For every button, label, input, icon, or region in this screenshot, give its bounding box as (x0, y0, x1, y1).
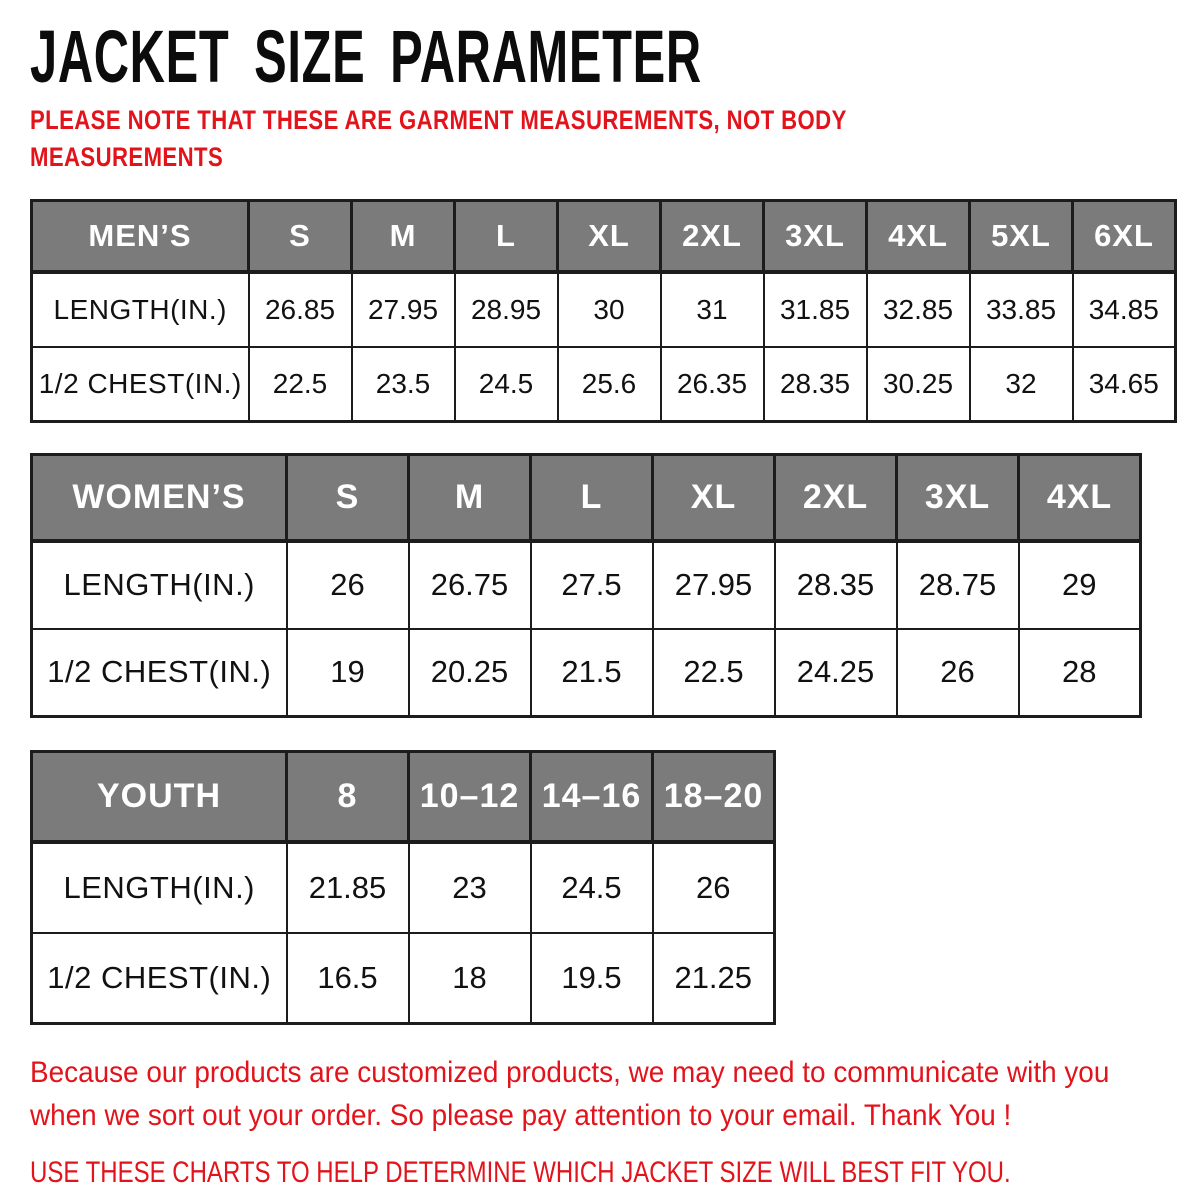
womens-group-header: WOMEN’S (32, 454, 287, 541)
mens-length-value: 33.85 (970, 272, 1073, 347)
youth-size-table (30, 750, 776, 1025)
womens-chest-value: 21.5 (531, 629, 653, 717)
mens-length-value: 34.85 (1073, 272, 1176, 347)
youth-length-value: 26 (653, 842, 775, 933)
womens-length-value: 29 (1019, 541, 1141, 629)
youth-length-value: 23 (409, 842, 531, 933)
youth-size-header: 10–12 (409, 751, 531, 842)
womens-size-table (30, 453, 1142, 718)
mens-size-header: L (455, 200, 558, 272)
mens-chest-value: 22.5 (249, 347, 352, 422)
youth-size-header: 18–20 (653, 751, 775, 842)
mens-row-label: LENGTH(IN.) (32, 272, 249, 347)
womens-length-value: 28.35 (775, 541, 897, 629)
youth-row-label: LENGTH(IN.) (32, 842, 287, 933)
mens-size-header: 5XL (970, 200, 1073, 272)
youth-length-value: 21.85 (287, 842, 409, 933)
youth-chest-value: 16.5 (287, 933, 409, 1024)
fit-advice-line: USE THESE CHARTS TO HELP DETERMINE WHICH JACKET SIZE WILL BEST FIT YOU. (30, 1155, 1011, 1189)
youth-chest-value: 18 (409, 933, 531, 1024)
mens-size-table (30, 199, 1177, 423)
womens-size-header: 2XL (775, 454, 897, 541)
mens-size-header: S (249, 200, 352, 272)
womens-chest-value: 26 (897, 629, 1019, 717)
mens-size-header: M (352, 200, 455, 272)
womens-size-header: M (409, 454, 531, 541)
womens-size-header: XL (653, 454, 775, 541)
womens-chest-value: 24.25 (775, 629, 897, 717)
womens-chest-value: 20.25 (409, 629, 531, 717)
mens-length-value: 31 (661, 272, 764, 347)
mens-row-label: 1/2 CHEST(IN.) (32, 347, 249, 422)
mens-chest-value: 28.35 (764, 347, 867, 422)
mens-length-value: 27.95 (352, 272, 455, 347)
mens-length-value: 26.85 (249, 272, 352, 347)
mens-length-value: 30 (558, 272, 661, 347)
mens-chest-value: 23.5 (352, 347, 455, 422)
mens-chest-value: 26.35 (661, 347, 764, 422)
womens-length-value: 27.95 (653, 541, 775, 629)
mens-length-value: 28.95 (455, 272, 558, 347)
mens-length-value: 32.85 (867, 272, 970, 347)
womens-size-header: L (531, 454, 653, 541)
youth-length-value: 24.5 (531, 842, 653, 933)
womens-length-value: 26.75 (409, 541, 531, 629)
mens-chest-value: 32 (970, 347, 1073, 422)
womens-size-header: 3XL (897, 454, 1019, 541)
womens-chest-value: 19 (287, 629, 409, 717)
mens-length-value: 31.85 (764, 272, 867, 347)
womens-size-header: S (287, 454, 409, 541)
garment-measurement-note: PLEASE NOTE THAT THESE ARE GARMENT MEASUREMENTS, NOT BODY MEASUREMENTS (30, 105, 847, 173)
youth-header-row (32, 751, 775, 842)
mens-chest-value: 24.5 (455, 347, 558, 422)
youth-size-header: 14–16 (531, 751, 653, 842)
mens-header-row (32, 200, 1176, 272)
mens-size-header: 2XL (661, 200, 764, 272)
mens-length-row (32, 272, 1176, 347)
youth-row-label: 1/2 CHEST(IN.) (32, 933, 287, 1024)
youth-size-header: 8 (287, 751, 409, 842)
womens-header-row (32, 454, 1141, 541)
womens-size-header: 4XL (1019, 454, 1141, 541)
womens-length-row (32, 541, 1141, 629)
youth-chest-row (32, 933, 775, 1024)
womens-chest-value: 28 (1019, 629, 1141, 717)
mens-chest-row (32, 347, 1176, 422)
youth-group-header: YOUTH (32, 751, 287, 842)
womens-chest-row (32, 629, 1141, 717)
womens-length-value: 27.5 (531, 541, 653, 629)
mens-chest-value: 34.65 (1073, 347, 1176, 422)
page-title: JACKET SIZE PARAMETER (30, 15, 702, 98)
mens-size-header: 3XL (764, 200, 867, 272)
mens-size-header: XL (558, 200, 661, 272)
youth-chest-value: 19.5 (531, 933, 653, 1024)
womens-length-value: 28.75 (897, 541, 1019, 629)
womens-length-value: 26 (287, 541, 409, 629)
mens-chest-value: 25.6 (558, 347, 661, 422)
womens-chest-value: 22.5 (653, 629, 775, 717)
mens-chest-value: 30.25 (867, 347, 970, 422)
womens-row-label: LENGTH(IN.) (32, 541, 287, 629)
youth-chest-value: 21.25 (653, 933, 775, 1024)
mens-size-header: 6XL (1073, 200, 1176, 272)
mens-size-header: 4XL (867, 200, 970, 272)
customization-notice: Because our products are customized products, we may need to communicate with you when we sort out your order. So please pay attention to your email. Thank You ! (30, 1055, 1110, 1132)
womens-row-label: 1/2 CHEST(IN.) (32, 629, 287, 717)
mens-group-header: MEN’S (32, 200, 249, 272)
youth-length-row (32, 842, 775, 933)
